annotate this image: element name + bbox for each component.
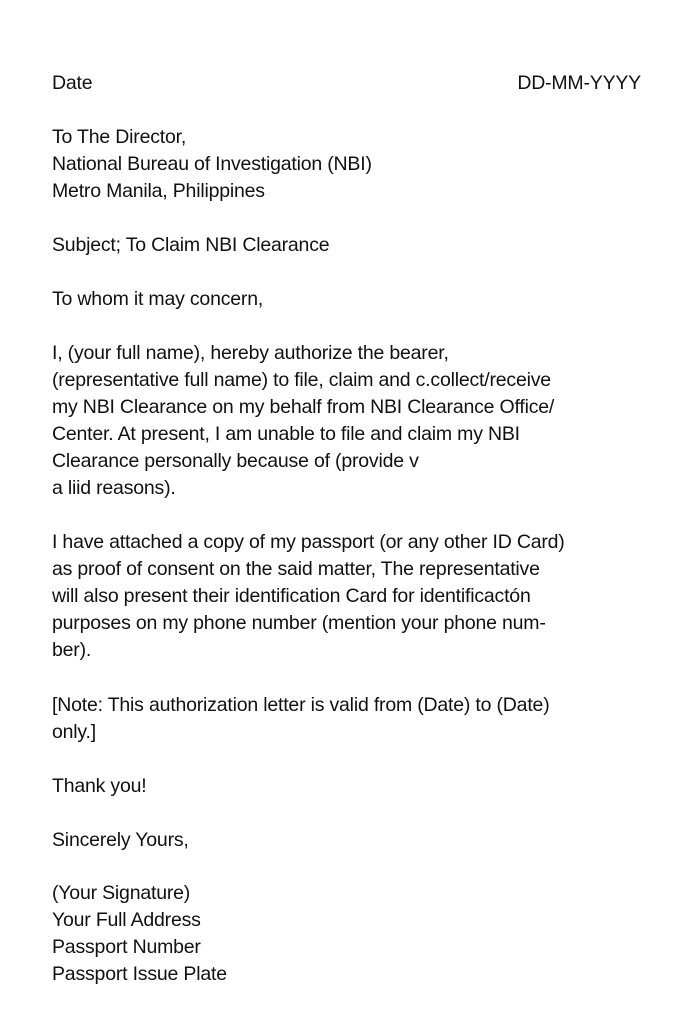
passport-number-line: Passport Number bbox=[52, 936, 201, 958]
paragraph-line: as proof of consent on the said matter, The representative bbox=[52, 558, 540, 580]
date-value: DD-MM-YYYY bbox=[517, 72, 641, 94]
address-line: Your Full Address bbox=[52, 909, 201, 931]
paragraph-line: ber). bbox=[52, 639, 92, 661]
paragraph-line: I, (your full name), hereby authorize the bearer, bbox=[52, 342, 449, 364]
signature-line: (Your Signature) bbox=[52, 882, 191, 904]
recipient-line: National Bureau of Investigation (NBI) bbox=[52, 153, 372, 175]
note-line: [Note: This authorization letter is valid from (Date) to (Date) bbox=[52, 694, 550, 716]
paragraph-line: a liid reasons). bbox=[52, 477, 176, 499]
passport-issue-place-line: Passport Issue Plate bbox=[52, 963, 227, 985]
paragraph-line: I have attached a copy of my passport (or any other ID Card) bbox=[52, 531, 565, 553]
salutation: To whom it may concern, bbox=[52, 288, 264, 310]
sign-off: Sincerely Yours, bbox=[52, 829, 189, 851]
paragraph-line: Center. At present, I am unable to file and claim my NBI bbox=[52, 423, 520, 445]
paragraph-line: my NBI Clearance on my behalf from NBI Clearance Office/ bbox=[52, 396, 555, 418]
note-line: only.] bbox=[52, 721, 96, 743]
paragraph-line: will also present their identification Card for identificactón bbox=[52, 585, 531, 607]
paragraph-line: purposes on my phone number (mention your phone num- bbox=[52, 612, 546, 634]
subject-line: Subject; To Claim NBI Clearance bbox=[52, 234, 330, 256]
date-label: Date bbox=[52, 72, 93, 94]
paragraph-line: Clearance personally because of (provide v bbox=[52, 450, 419, 472]
paragraph-line: (representative full name) to file, claim and c.collect/receive bbox=[52, 369, 551, 391]
recipient-line: Metro Manila, Philippines bbox=[52, 180, 265, 202]
thanks-line: Thank you! bbox=[52, 775, 147, 797]
recipient-line: To The Director, bbox=[52, 126, 187, 148]
